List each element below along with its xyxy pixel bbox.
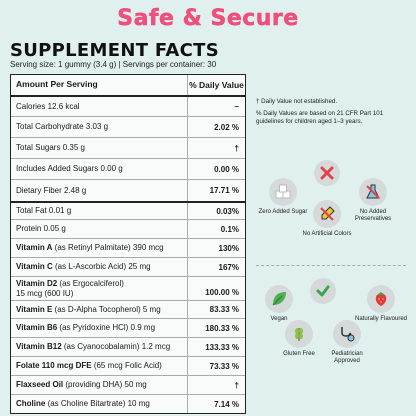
stethoscope-icon	[333, 320, 361, 348]
header-amount: Amount Per Serving	[16, 79, 98, 90]
badge-no-added-preservatives: No Added Preservatives	[344, 178, 402, 223]
strawberry-icon	[367, 285, 395, 313]
table-row: Dietary Fiber 2.48 g 17.71 %	[11, 179, 245, 201]
badge-naturally-flavoured: Naturally Flavoured	[352, 285, 410, 323]
serving-info: Serving size: 1 gummy (3.4 g) | Servings per container: 30	[10, 60, 217, 69]
table-row: Vitamin B6 (as Pyridoxine HCl) 0.9 mg 180.33 %	[11, 318, 245, 337]
table-row: Includes Added Sugars 0.00 g 0.00 %	[11, 158, 245, 179]
table-header	[11, 75, 245, 95]
badge-no-artificial-colors: No Artificial Colors	[298, 200, 356, 238]
dagger-note: † Daily Value not established.	[256, 98, 338, 105]
sugar-cubes-icon	[269, 178, 297, 206]
daily-value-note: % Daily Values are based on 21 CFR Part 101 guidelines for children aged 1–3 years.	[256, 110, 384, 125]
badge-zero-added-sugar: Zero Added Sugar	[254, 178, 312, 216]
table-row: Vitamin A (as Retinyl Palmitate) 390 mcg 130%	[11, 238, 245, 257]
check-mark-icon	[310, 278, 336, 304]
table-row: Total Carbohydrate 3.03 g 2.02 %	[11, 116, 245, 137]
table-row: Choline (as Choline Bitartrate) 10 mg 7.14 %	[11, 394, 245, 413]
table-row: Total Sugars 0.35 g †	[11, 137, 245, 158]
leaf-icon	[265, 285, 293, 313]
header-daily-value: % Daily Value	[187, 75, 245, 95]
table-row: Vitamin E (as D-Alpha Tocopherol) 5 mg 83.33 %	[11, 300, 245, 318]
table-row: Vitamin B12 (as Cyanocobalamin) 1.2 mcg 133.33 %	[11, 337, 245, 356]
wheat-icon	[285, 320, 313, 348]
table-row: Protein 0.05 g 0.1%	[11, 219, 245, 238]
table-row: Vitamin C (as L-Ascorbic Acid) 25 mg 167%	[11, 257, 245, 276]
cross-mark-icon	[314, 160, 340, 186]
supplement-facts-table	[10, 74, 246, 414]
headline: Safe & Secure	[117, 6, 299, 31]
table-row: Vitamin D2 (as Ergocalciferol) 15 mcg (600 IU) 100.00 %	[11, 276, 245, 300]
badge-pediatrician-approved: Pediatrician Approved	[318, 320, 376, 365]
table-row: Folate 110 mcg DFE (65 mcg Folic Acid) 73.33 %	[11, 356, 245, 375]
table-row: Calories 12.6 kcal –	[11, 95, 245, 116]
page-title: SUPPLEMENT FACTS	[10, 40, 219, 61]
flask-icon	[359, 178, 387, 206]
divider	[256, 265, 406, 266]
dropper-icon	[313, 200, 341, 228]
badge-vegan: Vegan	[250, 285, 308, 323]
table-row: Flaxseed Oil (providing DHA) 50 mg †	[11, 375, 245, 394]
badge-gluten-free: Gluten Free	[270, 320, 328, 358]
table-row: Total Fat 0.01 g 0.03%	[11, 201, 245, 219]
